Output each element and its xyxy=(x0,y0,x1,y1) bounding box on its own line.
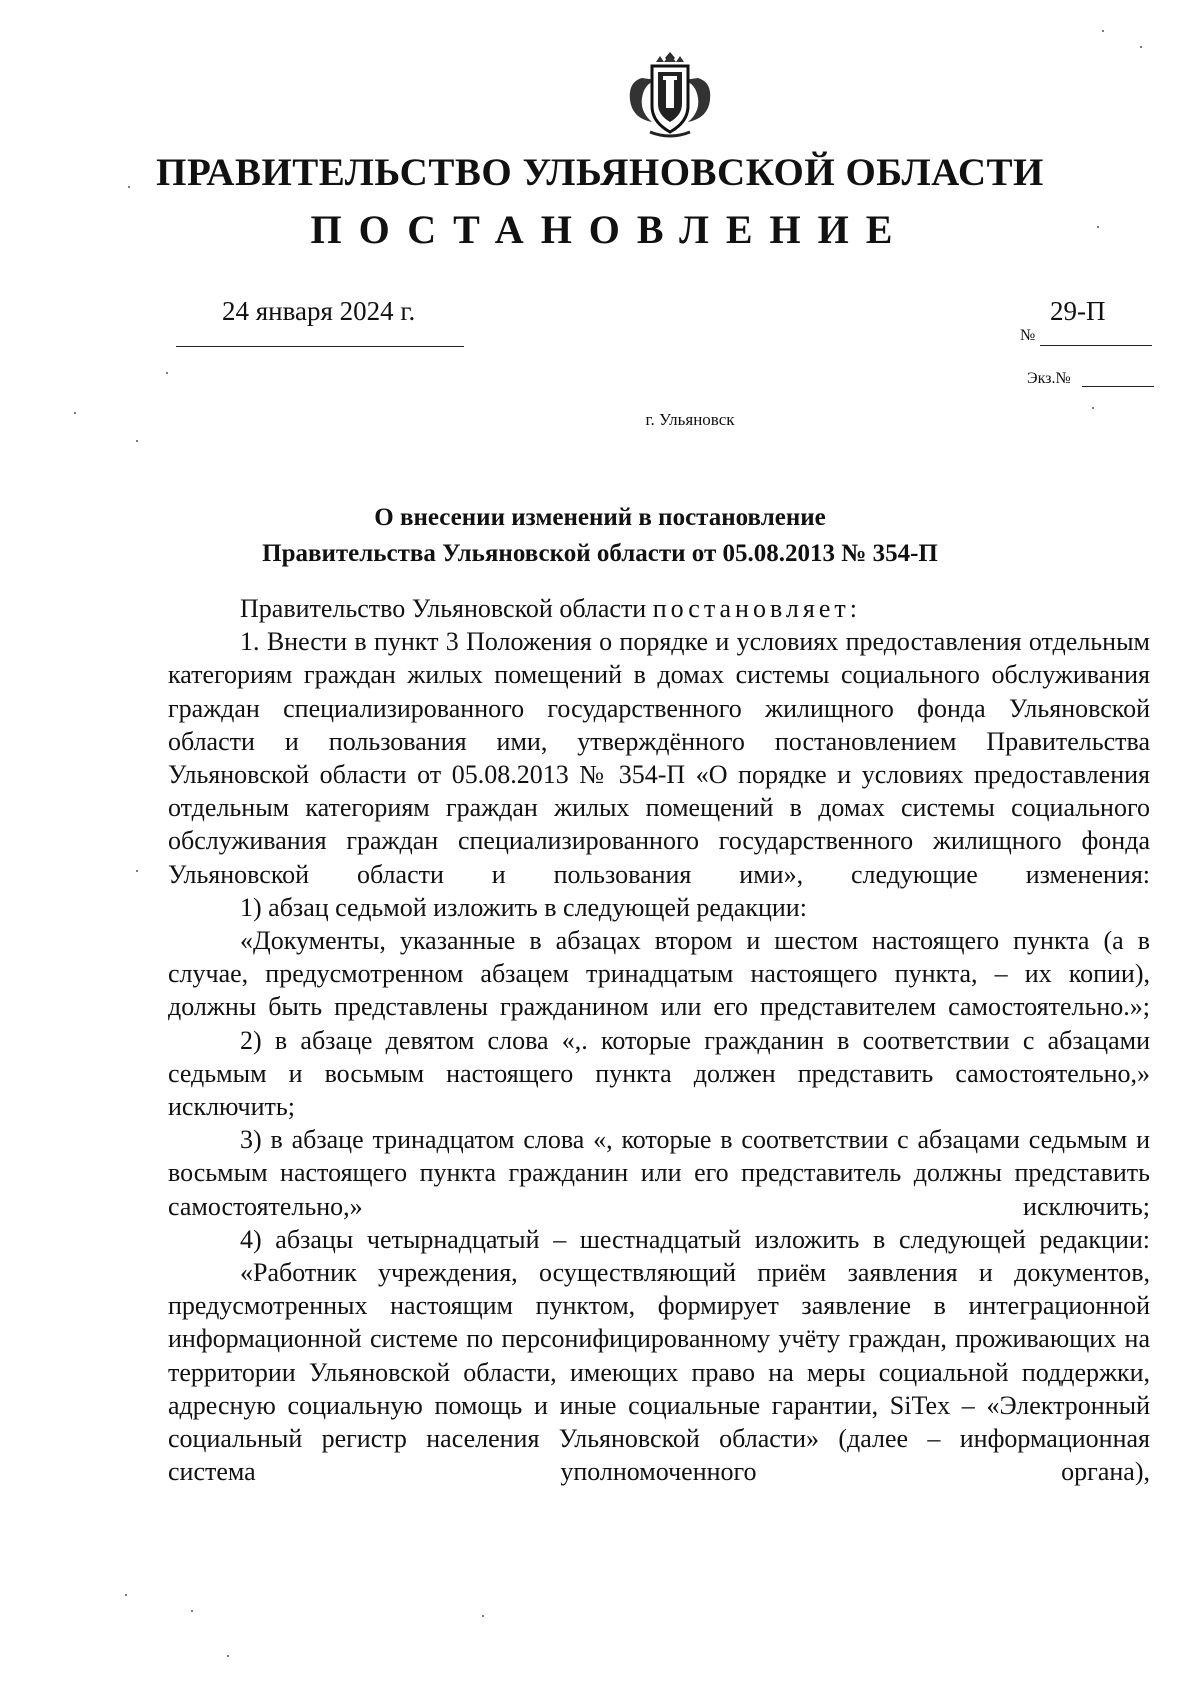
document-heading xyxy=(0,500,1200,572)
date-underline xyxy=(176,346,464,347)
paragraph: 2) в абзаце девятом слова «,. которые гражданин в соответствии с абзацами седьмым и восьмым настоящего пункта должен представить самостоятельно,» исключить; xyxy=(168,1025,1150,1122)
intro-paragraph xyxy=(168,592,1150,625)
number-sign-label: № xyxy=(1020,327,1036,344)
intro-spaced-word: постановляет xyxy=(652,594,850,623)
scan-speck xyxy=(1097,226,1099,228)
scan-speck xyxy=(191,1610,193,1612)
scan-speck xyxy=(1140,46,1142,48)
intro-colon: : xyxy=(849,594,857,623)
scan-speck xyxy=(136,440,138,442)
scan-speck xyxy=(74,412,76,414)
scan-speck xyxy=(1102,30,1104,32)
organization-title: ПРАВИТЕЛЬСТВО УЛЬЯНОВСКОЙ ОБЛАСТИ xyxy=(156,151,1044,194)
scan-speck xyxy=(128,186,130,188)
scan-speck xyxy=(136,870,138,872)
copy-number-underline xyxy=(1082,386,1154,387)
document-type-title: ПОСТАНОВЛЕНИЕ xyxy=(310,207,910,252)
scan-speck xyxy=(227,1655,229,1657)
paragraph: 4) абзацы четырнадцатый – шестнадцатый изложить в следующей редакции: xyxy=(240,1224,1150,1254)
scan-speck xyxy=(482,1615,484,1617)
intro-text: Правительство Ульяновской области xyxy=(240,594,653,623)
heading-line: Правительства Ульяновской области от 05.08.2013 № 354-П xyxy=(262,540,938,567)
heading-line: О внесении изменений в постановление xyxy=(374,504,826,531)
scan-speck xyxy=(125,1594,127,1596)
document-date: 24 января 2024 г. xyxy=(222,296,416,326)
paragraph: 1) абзац седьмой изложить в следующей редакции: xyxy=(240,892,807,922)
paragraph: «Работник учреждения, осуществляющий приём заявления и документов, предусмотренных настоящим пунктом, формирует заявление в интеграционной информационной системе по персонифицированному учёту граждан, проживающих на территории Ульяновской области, имеющих право на меры социальной поддержки, адресную социальную помощь и иные социальные гарантии, SiTex – «Электронный социальный регистр населения Ульяновской области» (далее – информационная система уполномоченного органа), xyxy=(168,1258,1150,1487)
paragraph: «Документы, указанные в абзацах втором и шестом настоящего пункта (а в случае, предусмотренном абзацем тринадцатым настоящего пункта, – их копии), должны быть представлены гражданином или его представителем самостоятельно.»; xyxy=(168,926,1150,1022)
document-number: 29-П xyxy=(1050,296,1106,326)
paragraph: 3) в абзаце тринадцатом слова «, которые в соответствии с абзацами седьмым и восьмым настоящего пункта гражданин или его представитель должны представить самостоятельно,» исключить; xyxy=(168,1125,1150,1221)
document-body xyxy=(168,592,1150,1488)
number-underline xyxy=(1040,345,1152,346)
paragraph: 1. Внести в пункт 3 Положения о порядке и условиях предоставления отдельным категориям граждан жилых помещений в домах системы социального обслуживания граждан специализированного государственного жилищного фонда Ульяновской области и пользования ими, утверждённого постановлением Правительства Ульяновской области от 05.08.2013 № 354-П «О порядке и условиях предоставления отдельным категориям граждан жилых помещений в домах системы социального обслуживания граждан специализированного государственного жилищного фонда Ульяновской области и пользования ими», следующие изменения: xyxy=(168,627,1150,889)
copy-number-label: Экз.№ xyxy=(1027,370,1071,387)
scan-speck xyxy=(166,372,168,374)
city-label: г. Ульяновск xyxy=(645,410,735,429)
coat-of-arms-icon xyxy=(620,48,720,140)
scan-speck xyxy=(1092,407,1094,409)
